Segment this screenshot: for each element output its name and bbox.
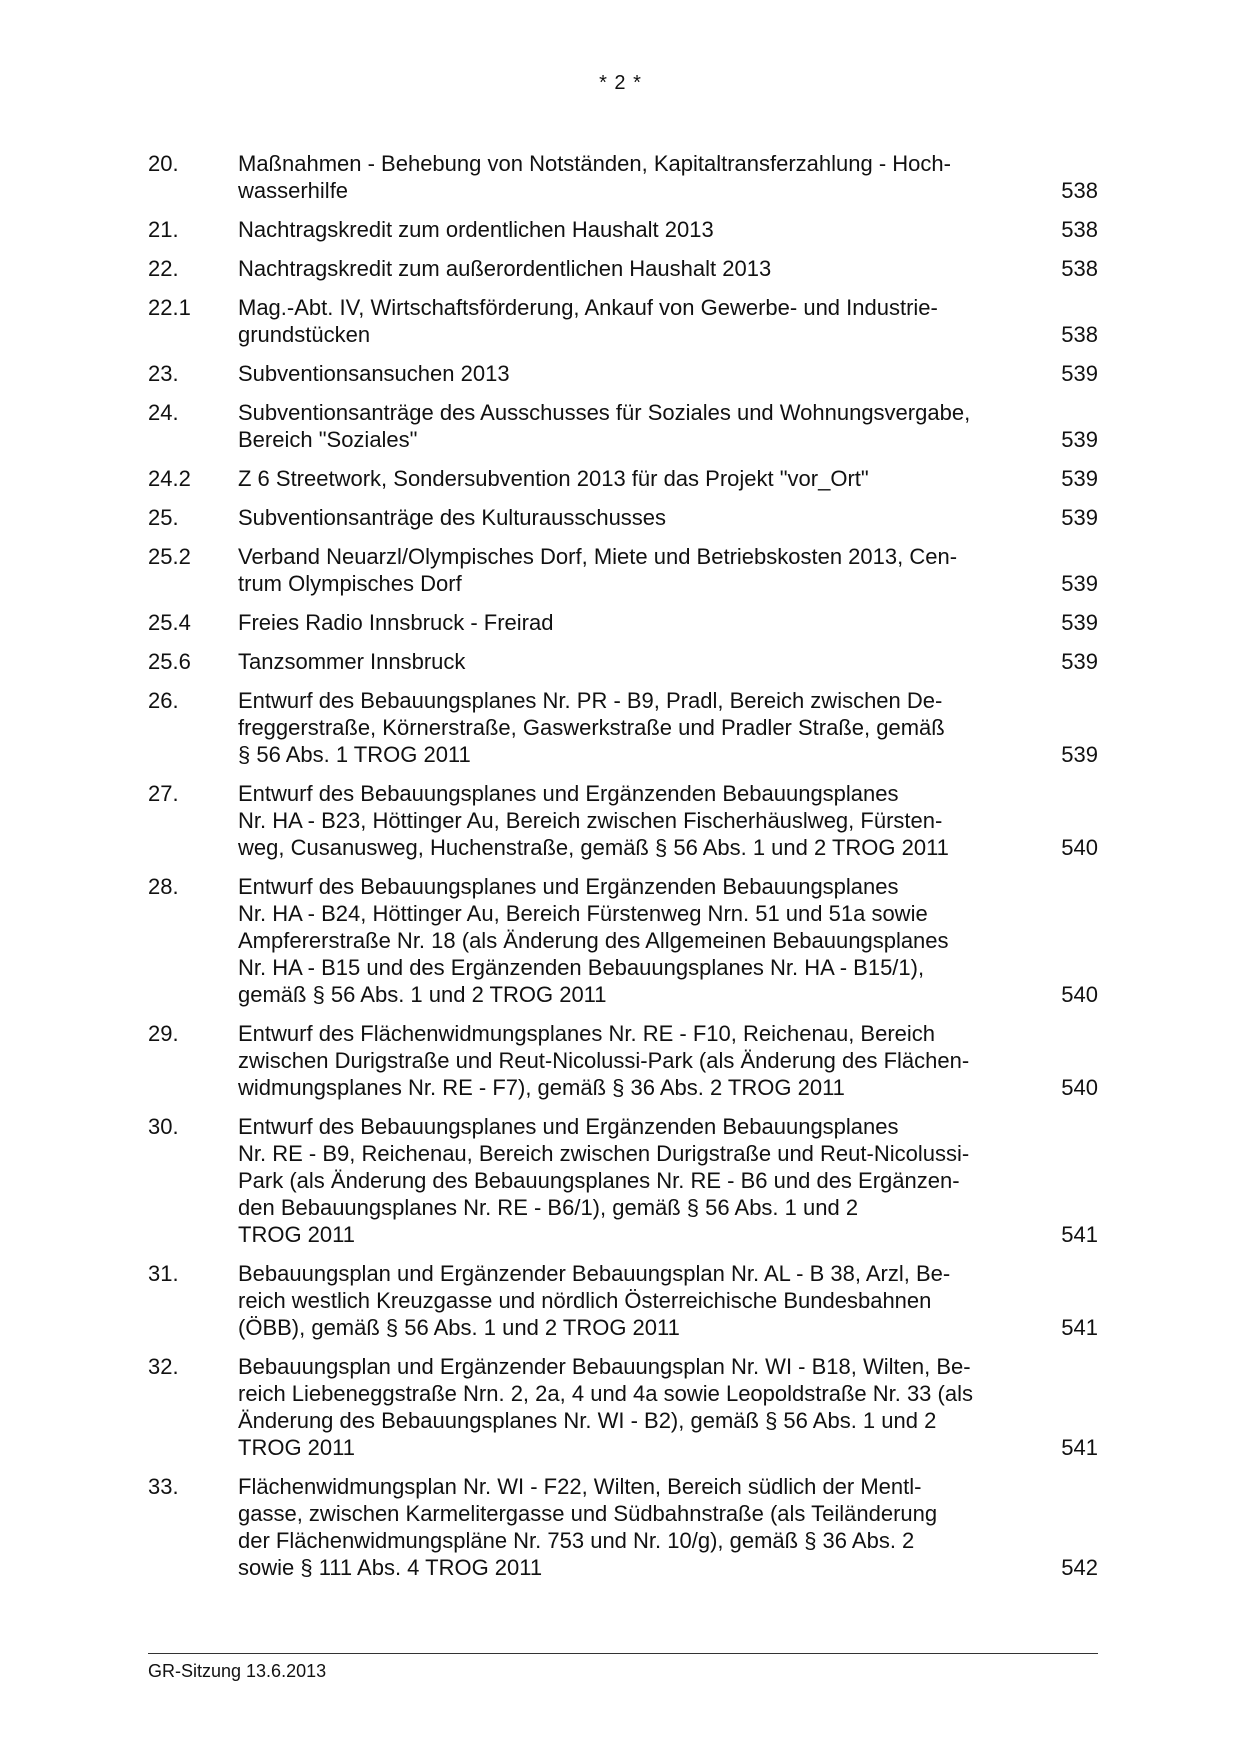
footer-text: GR-Sitzung 13.6.2013	[148, 1661, 327, 1681]
toc-entry-page-number: 539	[1061, 610, 1098, 635]
toc-entry-number: 33.	[148, 1474, 179, 1499]
toc-entry-title-line: reich westlich Kreuzgasse und nördlich Österreichische Bundesbahnen	[238, 1288, 932, 1313]
toc-entry-title	[238, 1260, 1018, 1341]
toc-entry-title-line: Bebauungsplan und Ergänzender Bebauungsplan Nr. WI - B18, Wilten, Be-	[238, 1354, 971, 1379]
toc-entry-page-number: 539	[1061, 571, 1098, 596]
toc-entry-title-line: Mag.-Abt. IV, Wirtschaftsförderung, Ankauf von Gewerbe- und Industrie-	[238, 295, 938, 320]
toc-entry-page-number: 539	[1061, 427, 1098, 452]
toc-entry-title	[238, 1473, 1018, 1581]
toc-entry-number: 21.	[148, 217, 179, 242]
toc-entry-title-line: Verband Neuarzl/Olympisches Dorf, Miete und Betriebskosten 2013, Cen-	[238, 544, 958, 569]
toc-entry-number: 32.	[148, 1354, 179, 1379]
toc-entry-number: 30.	[148, 1114, 179, 1139]
toc-entry-page-number: 538	[1061, 322, 1098, 347]
toc-entry-title-line: (ÖBB), gemäß § 56 Abs. 1 und 2 TROG 2011	[238, 1315, 680, 1340]
toc-entry	[148, 873, 1098, 1008]
toc-entry-title-line: Entwurf des Bebauungsplanes Nr. PR - B9, Pradl, Bereich zwischen De-	[238, 688, 943, 713]
toc-entry-title-line: Subventionsansuchen 2013	[238, 361, 510, 386]
toc-entry-number: 25.2	[148, 544, 191, 569]
toc-entry-page-number: 538	[1061, 217, 1098, 242]
toc-entry-title	[238, 1353, 1018, 1461]
toc-entry	[148, 1020, 1098, 1101]
toc-entry-title	[238, 294, 1018, 348]
toc-entry-title-line: TROG 2011	[238, 1222, 355, 1247]
toc-entry	[148, 1353, 1098, 1461]
toc-entry-title-line: Entwurf des Bebauungsplanes und Ergänzenden Bebauungsplanes	[238, 781, 899, 806]
toc-entry-title-line: Flächenwidmungsplan Nr. WI - F22, Wilten, Bereich südlich der Mentl-	[238, 1474, 922, 1499]
toc-entry-number: 31.	[148, 1261, 179, 1286]
toc-entry	[148, 1260, 1098, 1341]
toc-entry-title-line: Bereich "Soziales"	[238, 427, 418, 452]
toc-entry-title-line: widmungsplanes Nr. RE - F7), gemäß § 36 Abs. 2 TROG 2011	[238, 1075, 845, 1100]
toc-entry-title	[238, 150, 1018, 204]
toc-entry-title-line: Nr. HA - B23, Höttinger Au, Bereich zwischen Fischerhäuslweg, Fürsten-	[238, 808, 943, 833]
toc-entry-title-line: Entwurf des Bebauungsplanes und Ergänzenden Bebauungsplanes	[238, 1114, 899, 1139]
toc-entry-title-line: Nr. HA - B24, Höttinger Au, Bereich Fürstenweg Nrn. 51 und 51a sowie	[238, 901, 928, 926]
toc-entry	[148, 294, 1098, 348]
toc-entry-title-line: weg, Cusanusweg, Huchenstraße, gemäß § 56 Abs. 1 und 2 TROG 2011	[238, 835, 949, 860]
toc-entry-title-line: der Flächenwidmungspläne Nr. 753 und Nr. 10/g), gemäß § 36 Abs. 2	[238, 1528, 915, 1553]
toc-entry-title-line: sowie § 111 Abs. 4 TROG 2011	[238, 1555, 543, 1580]
toc-entry-page-number: 539	[1061, 361, 1098, 386]
toc-entry-title-line: Nr. RE - B9, Reichenau, Bereich zwischen Durigstraße und Reut-Nicolussi-	[238, 1141, 970, 1166]
toc-entry-number: 22.	[148, 256, 179, 281]
toc-entry-title	[238, 216, 1018, 243]
toc-entry-number: 24.2	[148, 466, 191, 491]
toc-entry-title	[238, 504, 1018, 531]
toc-entry-title	[238, 399, 1018, 453]
toc-entry-title-line: wasserhilfe	[238, 178, 349, 203]
toc-entry-title-line: Park (als Änderung des Bebauungsplanes Nr. RE - B6 und des Ergänzen-	[238, 1168, 960, 1193]
toc-entry-number: 26.	[148, 688, 179, 713]
toc-entry-number: 29.	[148, 1021, 179, 1046]
toc-entry-title-line: Z 6 Streetwork, Sondersubvention 2013 für das Projekt "vor_Ort"	[238, 466, 869, 491]
toc-entry	[148, 216, 1098, 243]
toc-entry-title-line: Entwurf des Bebauungsplanes und Ergänzenden Bebauungsplanes	[238, 874, 899, 899]
toc-entry-page-number: 542	[1061, 1555, 1098, 1580]
table-of-contents	[148, 150, 1098, 1593]
toc-entry	[148, 399, 1098, 453]
toc-entry-title-line: zwischen Durigstraße und Reut-Nicolussi-Park (als Änderung des Flächen-	[238, 1048, 970, 1073]
toc-entry	[148, 150, 1098, 204]
toc-entry	[148, 648, 1098, 675]
toc-entry	[148, 1473, 1098, 1581]
toc-entry-title-line: Änderung des Bebauungsplanes Nr. WI - B2), gemäß § 56 Abs. 1 und 2	[238, 1408, 937, 1433]
toc-entry	[148, 504, 1098, 531]
toc-entry-number: 24.	[148, 400, 179, 425]
toc-entry-number: 25.	[148, 505, 179, 530]
toc-entry-title-line: reich Liebeneggstraße Nrn. 2, 2a, 4 und 4a sowie Leopoldstraße Nr. 33 (als	[238, 1381, 973, 1406]
toc-entry-number: 22.1	[148, 295, 191, 320]
toc-entry-title-line: Nr. HA - B15 und des Ergänzenden Bebauungsplanes Nr. HA - B15/1),	[238, 955, 925, 980]
toc-entry-page-number: 541	[1061, 1222, 1098, 1247]
toc-entry-title-line: Nachtragskredit zum außerordentlichen Haushalt 2013	[238, 256, 772, 281]
toc-entry-title	[238, 780, 1018, 861]
toc-entry-number: 25.6	[148, 649, 191, 674]
toc-entry	[148, 255, 1098, 282]
toc-entry-title-line: gasse, zwischen Karmelitergasse und Südbahnstraße (als Teiländerung	[238, 1501, 938, 1526]
toc-entry-number: 23.	[148, 361, 179, 386]
toc-entry	[148, 1113, 1098, 1248]
toc-entry-title	[238, 255, 1018, 282]
toc-entry-title	[238, 687, 1018, 768]
toc-entry	[148, 360, 1098, 387]
toc-entry-page-number: 539	[1061, 649, 1098, 674]
toc-entry	[148, 465, 1098, 492]
toc-entry-title-line: Subventionsanträge des Ausschusses für Soziales und Wohnungsvergabe,	[238, 400, 971, 425]
toc-entry-title	[238, 1113, 1018, 1248]
toc-entry-title-line: Freies Radio Innsbruck - Freirad	[238, 610, 554, 635]
toc-entry-page-number: 538	[1061, 178, 1098, 203]
footer-divider	[148, 1653, 1098, 1654]
toc-entry-title-line: den Bebauungsplanes Nr. RE - B6/1), gemäß § 56 Abs. 1 und 2	[238, 1195, 859, 1220]
toc-entry-page-number: 540	[1061, 835, 1098, 860]
toc-entry-number: 28.	[148, 874, 179, 899]
toc-entry-title	[238, 648, 1018, 675]
toc-entry-page-number: 541	[1061, 1435, 1098, 1460]
toc-entry-title	[238, 543, 1018, 597]
toc-entry-page-number: 539	[1061, 742, 1098, 767]
toc-entry-title-line: freggerstraße, Körnerstraße, Gaswerkstraße und Pradler Straße, gemäß	[238, 715, 945, 740]
toc-entry-title-line: trum Olympisches Dorf	[238, 571, 462, 596]
toc-entry-title-line: gemäß § 56 Abs. 1 und 2 TROG 2011	[238, 982, 607, 1007]
toc-entry-title	[238, 465, 1018, 492]
toc-entry-title-line: grundstücken	[238, 322, 371, 347]
toc-entry	[148, 543, 1098, 597]
toc-entry-number: 20.	[148, 151, 179, 176]
toc-entry-title	[238, 360, 1018, 387]
toc-entry-page-number: 538	[1061, 256, 1098, 281]
toc-entry	[148, 687, 1098, 768]
toc-entry-title	[238, 873, 1018, 1008]
toc-entry-title-line: Maßnahmen - Behebung von Notständen, Kapitaltransferzahlung - Hoch-	[238, 151, 951, 176]
toc-entry-title-line: Entwurf des Flächenwidmungsplanes Nr. RE - F10, Reichenau, Bereich	[238, 1021, 936, 1046]
toc-entry-title	[238, 609, 1018, 636]
toc-entry-title-line: Tanzsommer Innsbruck	[238, 649, 466, 674]
toc-entry-number: 25.4	[148, 610, 191, 635]
toc-entry-page-number: 540	[1061, 982, 1098, 1007]
toc-entry-title-line: Subventionsanträge des Kulturausschusses	[238, 505, 667, 530]
toc-entry-title-line: Bebauungsplan und Ergänzender Bebauungsplan Nr. AL - B 38, Arzl, Be-	[238, 1261, 951, 1286]
toc-entry-title-line: TROG 2011	[238, 1435, 355, 1460]
toc-entry-page-number: 540	[1061, 1075, 1098, 1100]
toc-entry	[148, 780, 1098, 861]
toc-entry-title	[238, 1020, 1018, 1101]
toc-entry-page-number: 539	[1061, 466, 1098, 491]
toc-entry-page-number: 541	[1061, 1315, 1098, 1340]
toc-entry-page-number: 539	[1061, 505, 1098, 530]
toc-entry-title-line: § 56 Abs. 1 TROG 2011	[238, 742, 471, 767]
page-header: * 2 *	[599, 72, 642, 94]
toc-entry	[148, 609, 1098, 636]
toc-entry-title-line: Ampfererstraße Nr. 18 (als Änderung des Allgemeinen Bebauungsplanes	[238, 928, 949, 953]
toc-entry-title-line: Nachtragskredit zum ordentlichen Haushalt 2013	[238, 217, 714, 242]
toc-entry-number: 27.	[148, 781, 179, 806]
